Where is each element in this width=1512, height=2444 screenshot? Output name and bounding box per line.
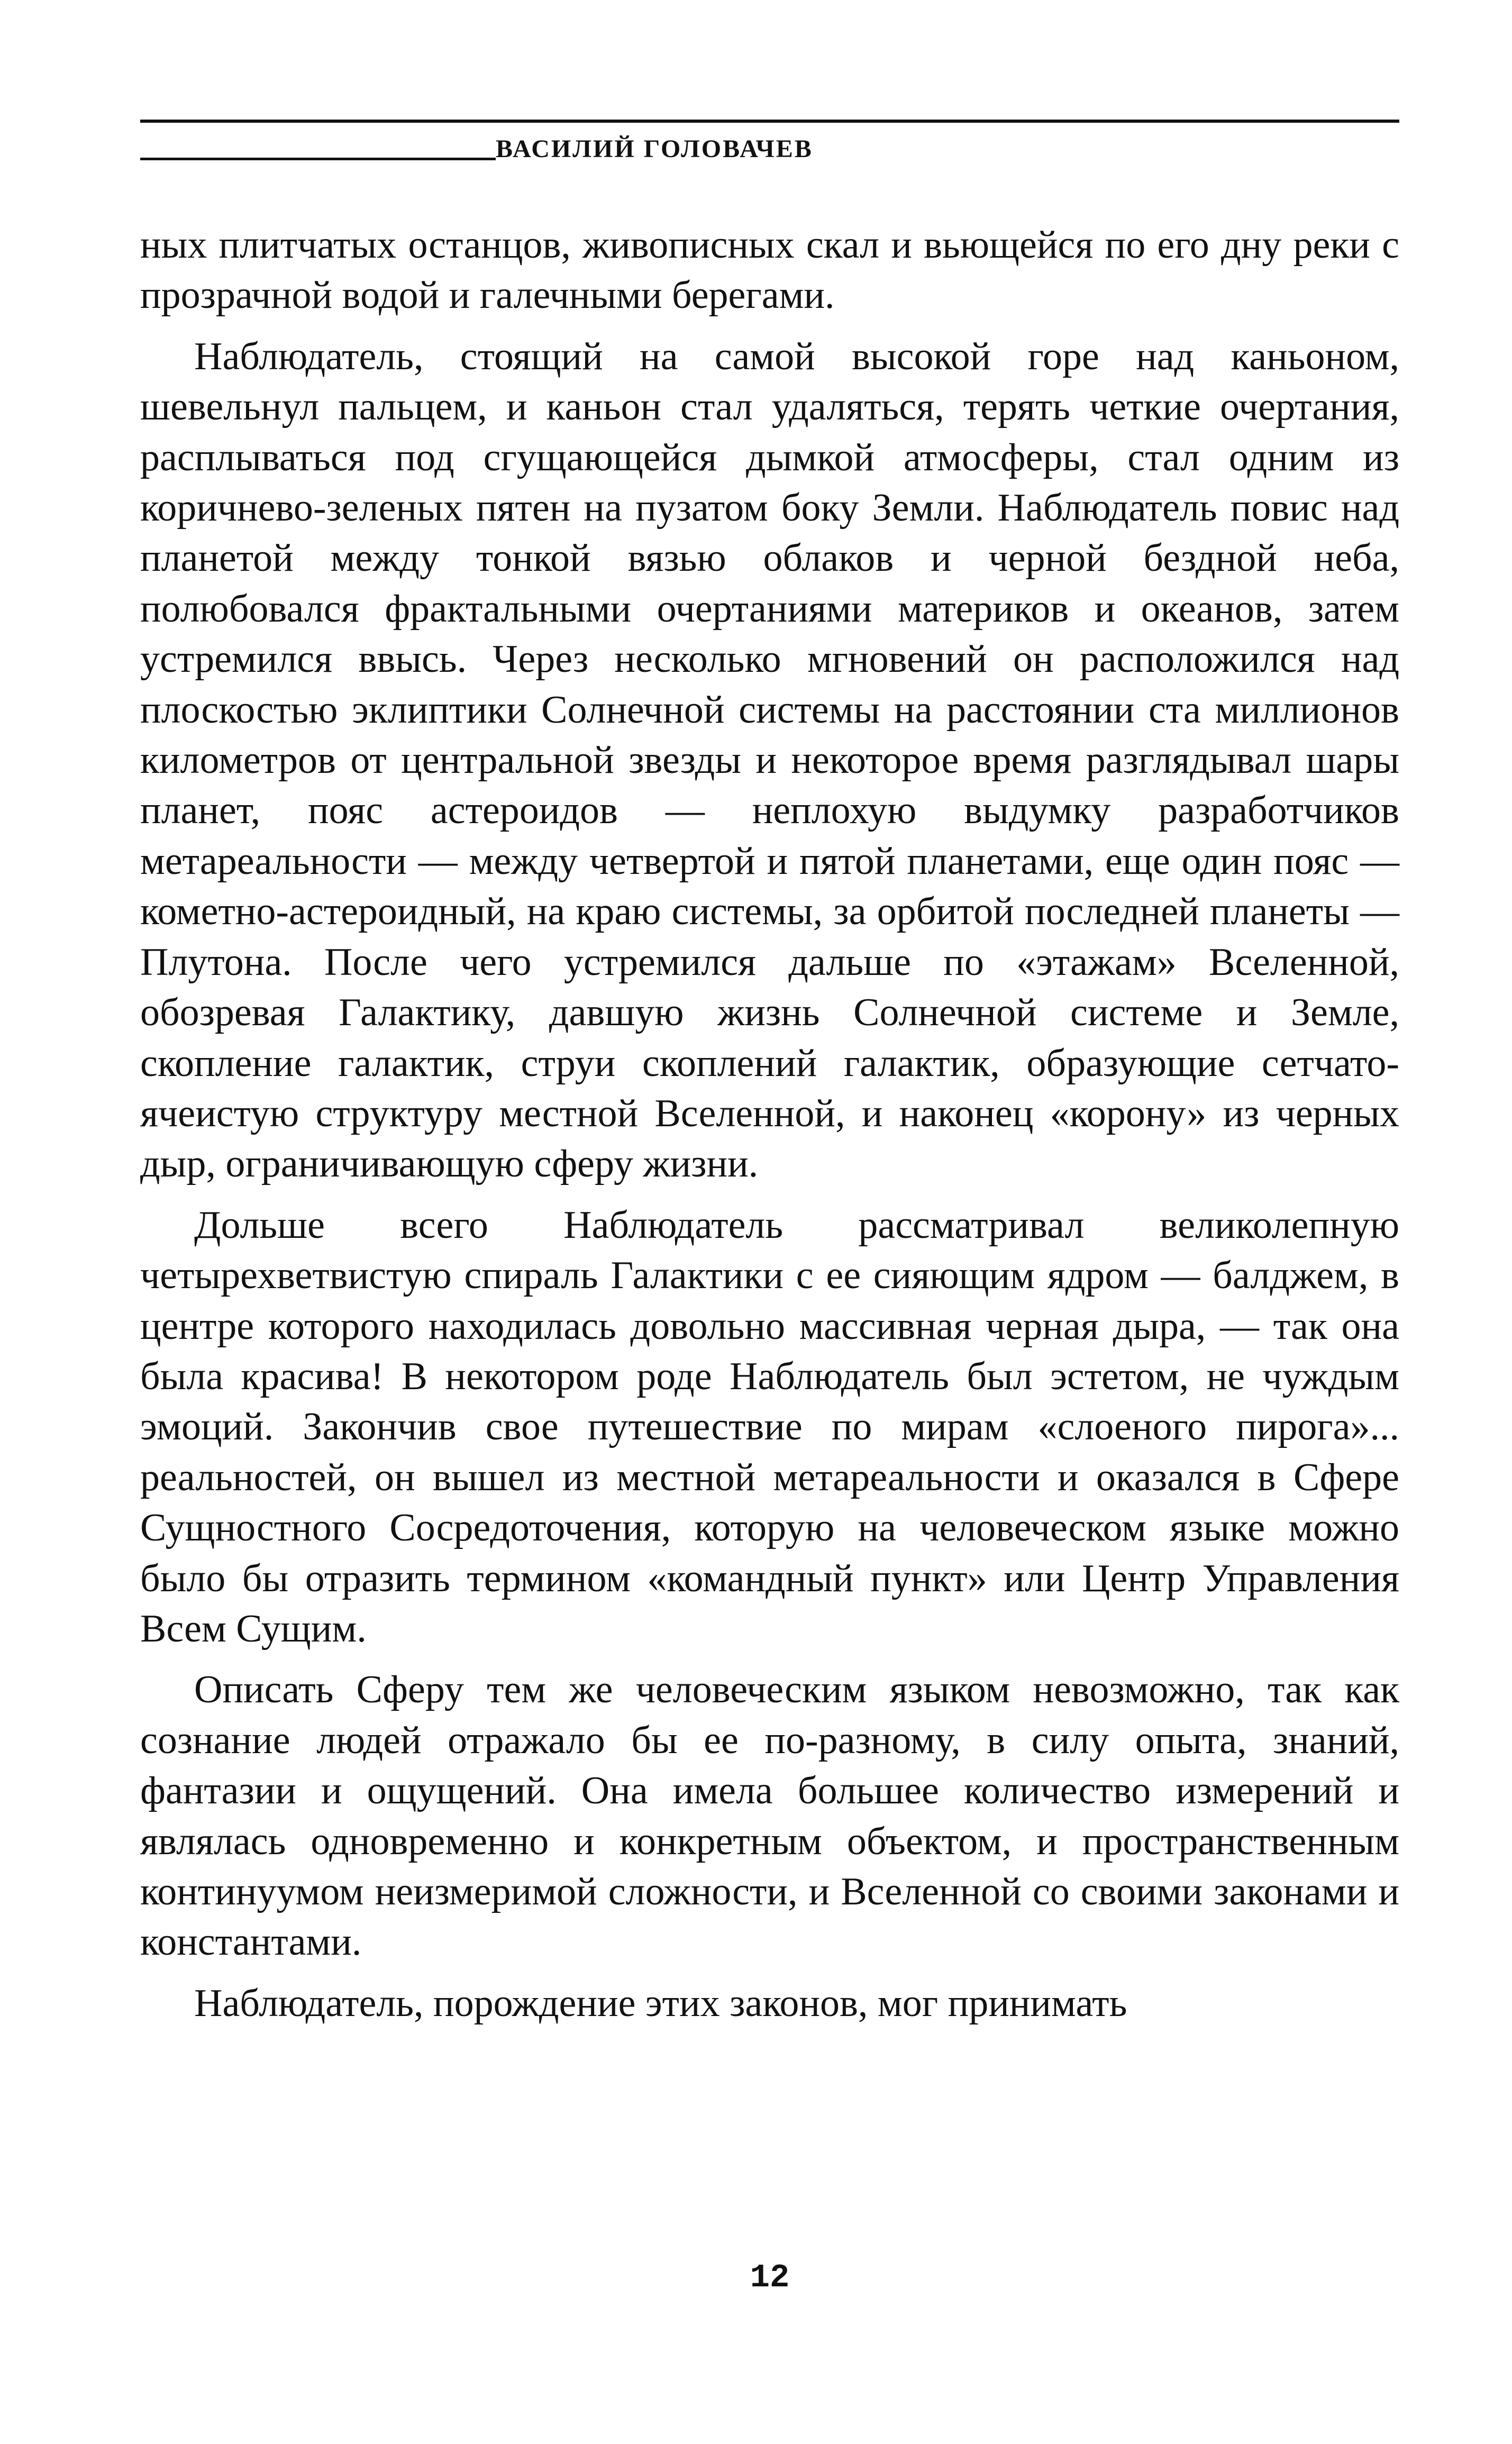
header-rule xyxy=(140,120,1399,123)
running-head: ВАСИЛИЙ ГОЛОВАЧЕВ xyxy=(496,135,813,163)
body-text xyxy=(140,220,1399,2029)
paragraph: Наблюдатель, порождение этих законов, мог принимать xyxy=(194,1981,1127,2025)
paragraph: Описать Сферу тем же человеческим языком невозможно, так как сознание людей отражало бы ее по-разному, в силу опыта, знаний, фантазии и ощущений. Она имела большее количество измерений и являлась одновременно и конкретным объектом, и пространственным континуумом неизмеримой сложности, и Вселенной со своими законами и константами. xyxy=(140,1668,1399,1964)
paragraph: Наблюдатель, стоящий на самой высокой горе над каньоном, шевельнул пальцем, и каньон стал удаляться, терять четкие очертания, расплываться под сгущающейся дымкой атмосферы, стал одним из коричнево-зеленых пятен на пузатом боку Земли. Наблюдатель повис над планетой между тонкой вязью облаков и черной бездной неба, полюбовался фрактальными очертаниями материков и океанов, затем устремился ввысь. Через несколько мгновений он расположился над плоскостью эклиптики Солнечной системы на расстоянии ста миллионов километров от центральной звезды и некоторое время разглядывал шары планет, пояс астероидов — неплохую выдумку разработчиков метареальности — между четвертой и пятой планетами, еще один пояс — кометно-астероидный, на краю системы, за орбитой последней планеты — Плутона. После чего устремился дальше по «этажам» Вселенной, обозревая Галактику, давшую жизнь Солнечной системе и Земле, скопление галактик, струи скоплений галактик, образующие сетчато-ячеистую структуру местной Вселенной, и наконец «корону» из черных дыр, ограничивающую сферу жизни. xyxy=(140,334,1399,1186)
paragraph: ных плитчатых останцов, живописных скал и вьющейся по его дну реки с прозрачной водой и галечными берегами. xyxy=(140,223,1399,317)
header-underline xyxy=(140,158,496,160)
page-number: 12 xyxy=(750,2259,790,2296)
paragraph: Дольше всего Наблюдатель рассматривал великолепную четырехветвистую спираль Галактики с ее сияющим ядром — балджем, в центре которого находилась довольно массивная черная дыра, — так она была красива! В некотором роде Наблюдатель был эстетом, не чуждым эмоций. Закончив свое путешествие по мирам «слоеного пирога»... реальностей, он вышел из местной метареальности и оказался в Сфере Сущностного Сосредоточения, которую на человеческом языке можно было бы отразить термином «командный пункт» или Центр Управления Всем Сущим. xyxy=(140,1203,1399,1650)
